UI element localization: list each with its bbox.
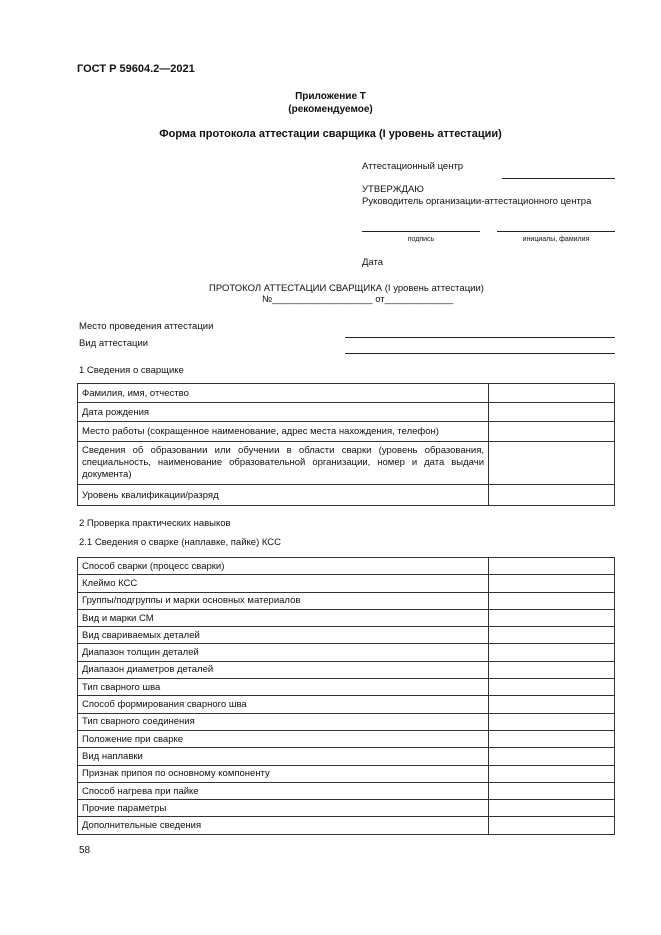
head-label: Руководитель организации-аттестационного центра xyxy=(362,196,592,207)
welder-info-table xyxy=(77,383,615,506)
row-value-cell[interactable] xyxy=(489,592,615,609)
appendix-heading xyxy=(0,90,661,116)
row-value-cell[interactable] xyxy=(489,403,615,422)
row-label: Диапазон толщин деталей xyxy=(78,644,489,661)
row-value-cell[interactable] xyxy=(489,782,615,799)
table-row xyxy=(78,403,615,422)
row-label: Вид и марки СМ xyxy=(78,609,489,626)
row-value-cell[interactable] xyxy=(489,558,615,575)
row-value-cell[interactable] xyxy=(489,644,615,661)
row-label: Положение при сварке xyxy=(78,730,489,747)
section2-subtitle: 2.1 Сведения о сварке (наплавке, пайке) КСС xyxy=(79,537,282,548)
center-line xyxy=(502,178,615,179)
protocol-number-line: №___________________ от_____________ xyxy=(262,294,454,305)
signature-line xyxy=(362,231,480,232)
table-row xyxy=(78,679,615,696)
row-value-cell[interactable] xyxy=(489,384,615,403)
row-label: Прочие параметры xyxy=(78,800,489,817)
place-label: Место проведения аттестации xyxy=(79,321,214,332)
table-row xyxy=(78,485,615,506)
row-label: Тип сварного шва xyxy=(78,679,489,696)
row-value-cell[interactable] xyxy=(489,679,615,696)
row-label: Вид наплавки xyxy=(78,748,489,765)
section1-title: 1 Сведения о сварщике xyxy=(79,365,184,376)
table-row xyxy=(78,609,615,626)
row-label: Способ формирования сварного шва xyxy=(78,696,489,713)
table-row xyxy=(78,782,615,799)
row-value-cell[interactable] xyxy=(489,730,615,747)
row-value-cell[interactable] xyxy=(489,800,615,817)
section2-title: 2 Проверка практических навыков xyxy=(79,518,231,529)
table-row xyxy=(78,748,615,765)
table-row xyxy=(78,422,615,442)
appendix-subtitle: (рекомендуемое) xyxy=(288,104,373,115)
row-value-cell[interactable] xyxy=(489,575,615,592)
row-label: Дополнительные сведения xyxy=(78,817,489,834)
row-value-cell[interactable] xyxy=(489,765,615,782)
row-value-cell[interactable] xyxy=(489,485,615,506)
table-row xyxy=(78,765,615,782)
row-label: Сведения об образовании или обучении в области сварки (уровень образования, специальность, наименование образовательной организации, номер и дата выдачи документа) xyxy=(78,442,489,485)
document-code: ГОСТ Р 59604.2—2021 xyxy=(77,63,195,75)
center-label: Аттестационный центр xyxy=(362,161,464,172)
table-row xyxy=(78,384,615,403)
row-value-cell[interactable] xyxy=(489,442,615,485)
row-label: Способ сварки (процесс сварки) xyxy=(78,558,489,575)
place-field-line[interactable] xyxy=(345,337,615,338)
table-row xyxy=(78,713,615,730)
row-label: Диапазон диаметров деталей xyxy=(78,661,489,678)
table-row xyxy=(78,817,615,834)
form-title: Форма протокола аттестации сварщика (I уровень аттестации) xyxy=(159,128,502,140)
table-row xyxy=(78,661,615,678)
row-label: Группы/подгруппы и марки основных материалов xyxy=(78,592,489,609)
table-row xyxy=(78,627,615,644)
name-line xyxy=(497,231,615,232)
row-label: Клеймо КСС xyxy=(78,575,489,592)
row-label: Тип сварного соединения xyxy=(78,713,489,730)
approve-label: УТВЕРЖДАЮ xyxy=(362,184,424,195)
row-value-cell[interactable] xyxy=(489,422,615,442)
row-value-cell[interactable] xyxy=(489,661,615,678)
row-label: Место работы (сокращенное наименование, адрес места нахождения, телефон) xyxy=(78,422,489,442)
row-label: Уровень квалификации/разряд xyxy=(78,485,489,506)
row-label: Способ нагрева при пайке xyxy=(78,782,489,799)
row-value-cell[interactable] xyxy=(489,817,615,834)
signature-caption: подпись xyxy=(407,236,435,243)
row-label: Вид свариваемых деталей xyxy=(78,627,489,644)
row-label: Признак припоя по основному компоненту xyxy=(78,765,489,782)
row-value-cell[interactable] xyxy=(489,748,615,765)
date-label: Дата xyxy=(362,257,384,268)
row-value-cell[interactable] xyxy=(489,696,615,713)
row-value-cell[interactable] xyxy=(489,627,615,644)
table-row xyxy=(78,644,615,661)
protocol-title: ПРОТОКОЛ АТТЕСТАЦИИ СВАРЩИКА (I уровень аттестации) xyxy=(209,283,484,294)
row-value-cell[interactable] xyxy=(489,713,615,730)
type-label: Вид аттестации xyxy=(79,338,149,349)
table-row xyxy=(78,696,615,713)
row-value-cell[interactable] xyxy=(489,609,615,626)
table-row xyxy=(78,575,615,592)
page-number: 58 xyxy=(79,845,91,856)
table-row xyxy=(78,558,615,575)
table-row xyxy=(78,730,615,747)
row-label: Дата рождения xyxy=(78,403,489,422)
appendix-title: Приложение Т xyxy=(295,91,366,102)
welding-info-table xyxy=(77,557,615,835)
table-row xyxy=(78,800,615,817)
type-field-line[interactable] xyxy=(345,353,615,354)
name-caption: инициалы, фамилия xyxy=(522,236,590,243)
row-label: Фамилия, имя, отчество xyxy=(78,384,489,403)
table-row xyxy=(78,592,615,609)
table-row xyxy=(78,442,615,485)
